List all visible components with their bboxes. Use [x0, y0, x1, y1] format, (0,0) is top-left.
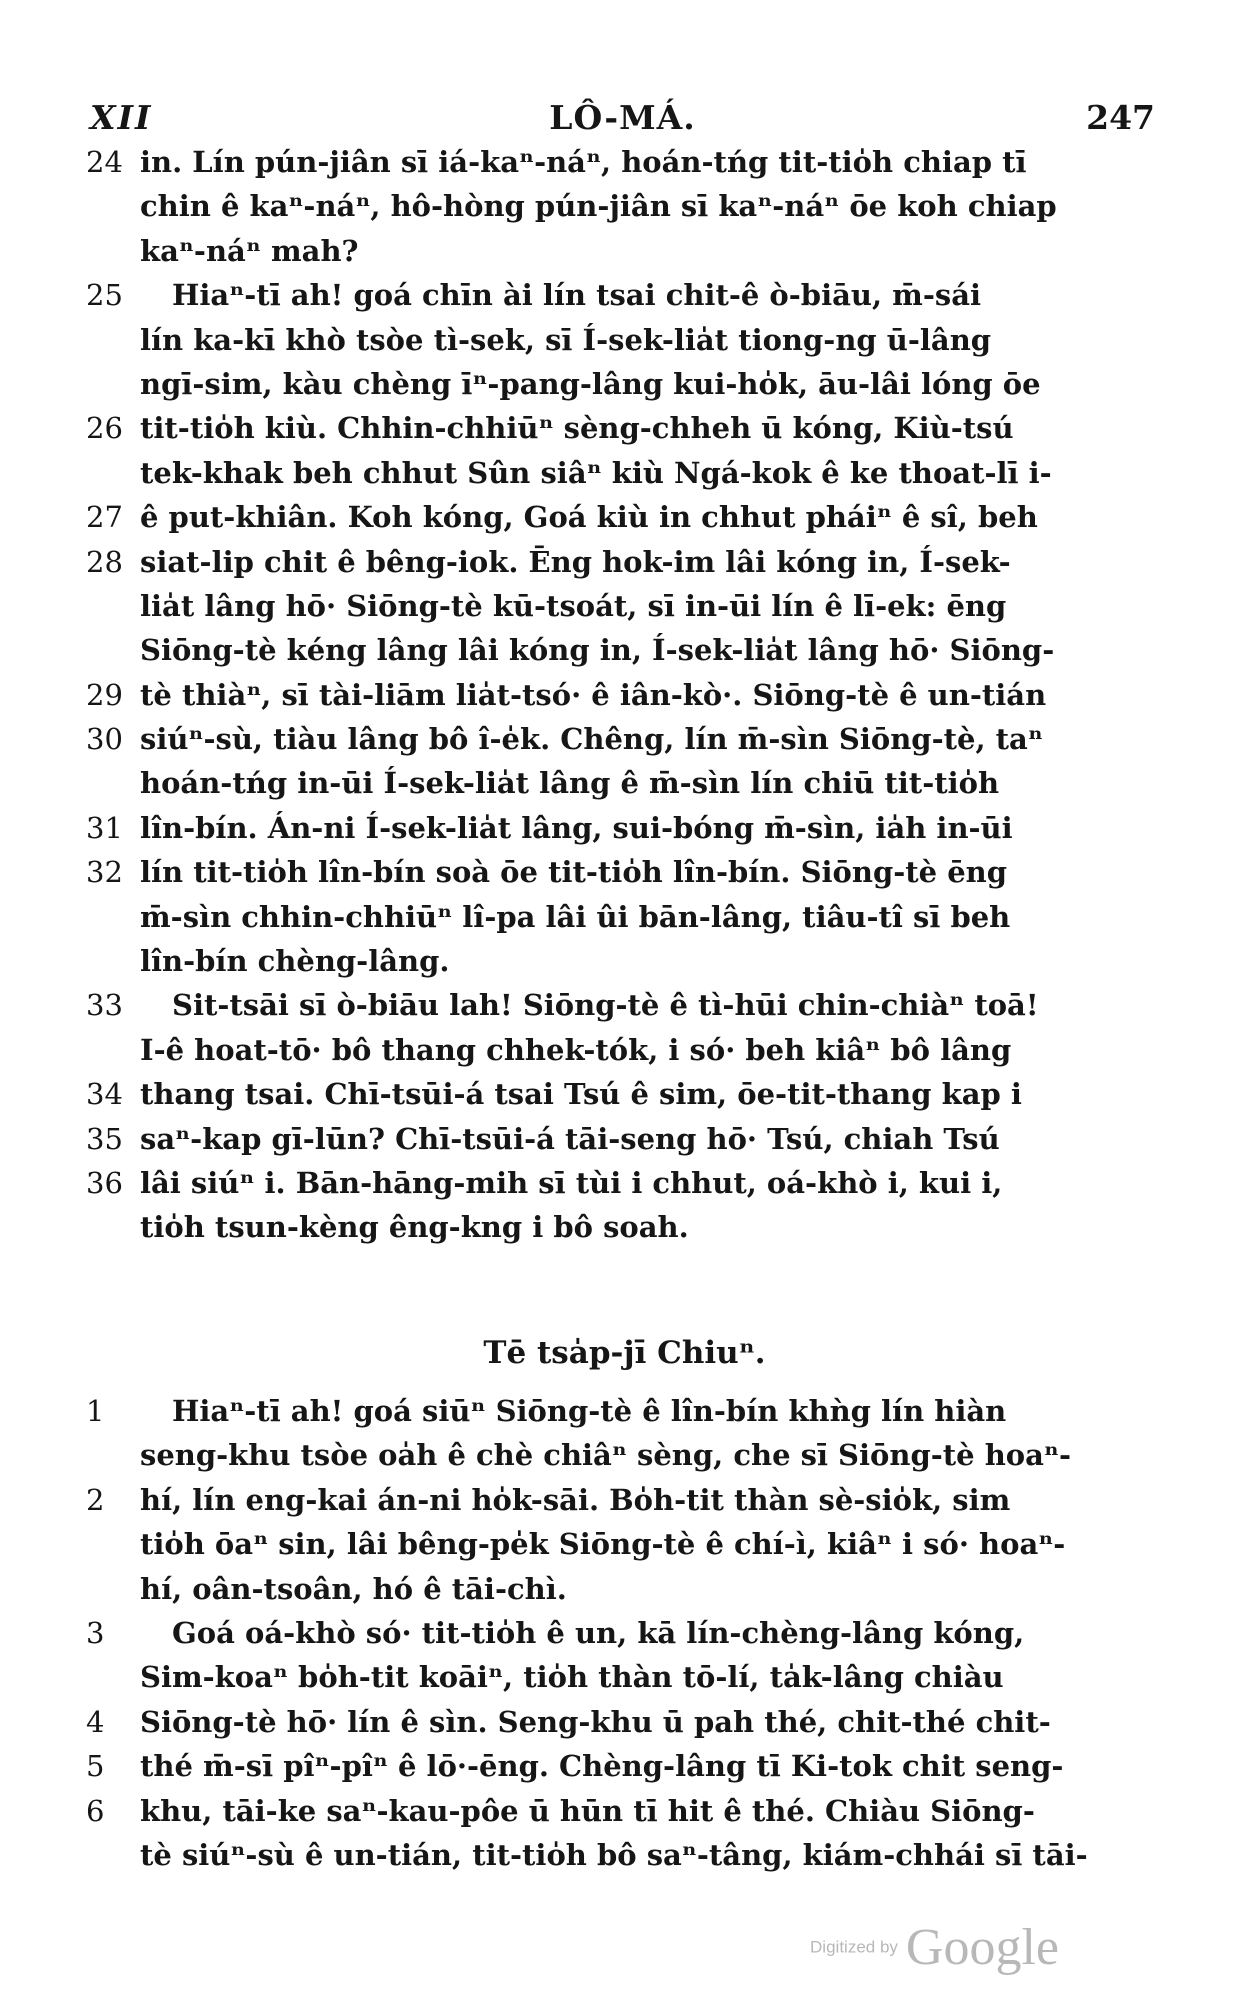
line-text: Sim-koaⁿ bo̍h-tit koāiⁿ, tio̍h thàn tō-lí, ta̍k-lâng chiàu: [140, 1660, 1004, 1695]
text-line: [0, 406, 1249, 450]
text-line: [0, 1833, 1249, 1877]
line-text: Goá oá-khò só· tit-tio̍h ê un, kā lín-chèng-lâng kóng,: [172, 1615, 1025, 1650]
verse-number: 34: [86, 1077, 123, 1112]
text-line: [0, 140, 1249, 184]
verse-number: 36: [86, 1165, 123, 1200]
verse-number: 3: [86, 1615, 105, 1650]
text-line: [0, 318, 1249, 362]
text-line: [0, 673, 1249, 717]
line-text: ê put-khiân. Koh kóng, Goá kiù in chhut pháiⁿ ê sî, beh: [140, 500, 1038, 535]
line-text: thang tsai. Chī-tsūi-á tsai Tsú ê sim, ōe-tit-thang kap i: [140, 1077, 1022, 1112]
line-text: lîn-bín chèng-lâng.: [140, 944, 450, 979]
text-line: [0, 1117, 1249, 1161]
line-text: Hiaⁿ-tī ah! goá siūⁿ Siōng-tè ê lîn-bín khǹg lín hiàn: [172, 1394, 1007, 1428]
text-line: [0, 1205, 1249, 1249]
line-text: Sit-tsāi sī ò-biāu lah! Siōng-tè ê tì-hūi chin-chiàⁿ toā!: [172, 988, 1039, 1023]
watermark-digitized-text: Digitized by: [810, 1937, 898, 1957]
line-text: tek-khak beh chhut Sûn siâⁿ kiù Ngá-kok ê ke thoat-lī i-: [140, 455, 1052, 490]
line-text: lín tit-tio̍h lîn-bín soà ōe tit-tio̍h lîn-bín. Siōng-tè ēng: [140, 855, 1008, 890]
watermark-google-text: Google: [905, 1919, 1059, 1976]
line-text: siúⁿ-sù, tiàu lâng bô î-e̍k. Chêng, lín m̄-sìn Siōng-tè, taⁿ: [140, 722, 1043, 757]
text-line: [0, 362, 1249, 406]
text-line: [0, 1478, 1249, 1522]
verse-number: 26: [86, 411, 123, 446]
text-line: [0, 850, 1249, 894]
text-line: [0, 1567, 1249, 1611]
line-text: lîn-bín. Án-ni Í-sek-lia̍t lâng, sui-bóng m̄-sìn, ia̍h in-ūi: [140, 810, 1013, 845]
verse-number: 27: [86, 500, 123, 535]
text-line: [0, 1655, 1249, 1699]
text-line: [0, 895, 1249, 939]
text-line: [0, 273, 1249, 317]
text-line: [0, 628, 1249, 672]
text-line: [0, 1161, 1249, 1205]
text-line: [0, 584, 1249, 628]
line-text: khu, tāi-ke saⁿ-kau-pôe ū hūn tī hit ê thé. Chiàu Siōng-: [140, 1793, 1035, 1828]
page-number: 247: [1086, 98, 1155, 137]
line-text: tè siúⁿ-sù ê un-tián, tit-tio̍h bô saⁿ-tâng, kiám-chhái sī tāi-: [140, 1837, 1088, 1872]
text-line: [0, 1700, 1249, 1744]
verse-number: 28: [86, 544, 123, 579]
verse-number: 25: [86, 278, 123, 313]
line-text: tè thiàⁿ, sī tài-liām lia̍t-tsó· ê iân-kò·. Siōng-tè ê un-tián: [140, 677, 1047, 712]
line-text: Siōng-tè hō· lín ê sìn. Seng-khu ū pah thé, chit-thé chit-: [140, 1704, 1051, 1739]
line-text: kaⁿ-náⁿ mah?: [140, 233, 359, 268]
line-text: ngī-sim, kàu chèng īⁿ-pang-lâng kui-ho̍k, āu-lâi lóng ōe: [140, 366, 1041, 401]
verse-number: 6: [86, 1793, 105, 1828]
verse-number: 1: [86, 1394, 105, 1428]
line-text: lâi siúⁿ i. Bān-hāng-mih sī tùi i chhut, oá-khò i, kui i,: [140, 1165, 1003, 1200]
verse-number: 4: [86, 1704, 105, 1739]
chapter-heading: Tē tsa̍p-jī Chiuⁿ.: [483, 1335, 766, 1371]
verse-number: 2: [86, 1482, 105, 1517]
text-line: [0, 451, 1249, 495]
running-title: LÔ-MÁ.: [549, 98, 696, 137]
text-line: [0, 1028, 1249, 1072]
text-line: [0, 1789, 1249, 1833]
line-text: lia̍t lâng hō· Siōng-tè kū-tsoát, sī in-ūi lín ê lī-ek: ēng: [140, 588, 1007, 623]
text-line: [0, 1744, 1249, 1788]
text-line: [0, 184, 1249, 228]
google-watermark: [810, 1918, 1059, 1977]
line-text: hí, lín eng-kai án-ni ho̍k-sāi. Bo̍h-tit thàn sè-sio̍k, sim: [140, 1482, 1011, 1517]
line-text: chin ê kaⁿ-náⁿ, hô-hòng pún-jiân sī kaⁿ-náⁿ ōe koh chiap: [140, 189, 1057, 224]
line-text: tio̍h ōaⁿ sin, lâi bêng-pe̍k Siōng-tè ê chí-ì, kiâⁿ i só· hoaⁿ-: [140, 1527, 1066, 1562]
line-text: m̄-sìn chhin-chhiūⁿ lî-pa lâi ûi bān-lâng, tiâu-tî sī beh: [140, 899, 1011, 934]
text-line: [0, 495, 1249, 539]
text-line: [0, 717, 1249, 761]
verse-number: 29: [86, 677, 123, 712]
text-line: [0, 983, 1249, 1027]
line-text: lín ka-kī khò tsòe tì-sek, sī Í-sek-lia̍t tiong-ng ū-lâng: [140, 322, 992, 357]
chapter-numeral: XII: [90, 98, 153, 137]
line-text: seng-khu tsòe oa̍h ê chè chiâⁿ sèng, che sī Siōng-tè hoaⁿ-: [140, 1438, 1072, 1473]
line-text: tit-tio̍h kiù. Chhin-chhiūⁿ sèng-chheh ū kóng, Kiù-tsú: [140, 411, 1014, 446]
line-text: I-ê hoat-tō· bô thang chhek-tók, i só· beh kiâⁿ bô lâng: [140, 1032, 1012, 1067]
line-text: hí, oân-tsoân, hó ê tāi-chì.: [140, 1571, 567, 1606]
text-line: [0, 1611, 1249, 1655]
verse-number: 30: [86, 722, 123, 757]
text-line: [0, 229, 1249, 273]
verse-number: 33: [86, 988, 123, 1023]
verse-number: 5: [86, 1749, 105, 1784]
line-text: tio̍h tsun-kèng êng-kng i bô soah.: [140, 1210, 689, 1245]
text-block-chapter-12: [0, 1389, 1249, 1877]
verse-number: 35: [86, 1121, 123, 1156]
line-text: hoán-tńg in-ūi Í-sek-lia̍t lâng ê m̄-sìn lín chiū tit-tio̍h: [140, 766, 1000, 801]
line-text: thé m̄-sī pîⁿ-pîⁿ ê lō·-ēng. Chèng-lâng tī Ki-tok chit seng-: [140, 1749, 1064, 1784]
verse-number: 24: [86, 145, 123, 179]
line-text: in. Lín pún-jiân sī iá-kaⁿ-náⁿ, hoán-tńg tit-tio̍h chiap tī: [140, 145, 1027, 179]
line-text: saⁿ-kap gī-lūn? Chī-tsūi-á tāi-seng hō· Tsú, chiah Tsú: [140, 1121, 1000, 1156]
text-line: [0, 1389, 1249, 1433]
text-line: [0, 1522, 1249, 1566]
line-text: siat-lip chit ê bêng-iok. Ēng hok-im lâi kóng in, Í-sek-: [140, 544, 1011, 579]
text-line: [0, 761, 1249, 805]
text-line: [0, 540, 1249, 584]
text-line: [0, 806, 1249, 850]
verse-number: 32: [86, 855, 123, 890]
text-line: [0, 1072, 1249, 1116]
line-text: Hiaⁿ-tī ah! goá chīn ài lín tsai chit-ê ò-biāu, m̄-sái: [172, 278, 982, 313]
text-line: [0, 1433, 1249, 1477]
verse-number: 31: [86, 810, 123, 845]
line-text: Siōng-tè kéng lâng lâi kóng in, Í-sek-lia̍t lâng hō· Siōng-: [140, 633, 1055, 668]
text-block-chapter-11: [0, 140, 1249, 1250]
text-line: [0, 939, 1249, 983]
